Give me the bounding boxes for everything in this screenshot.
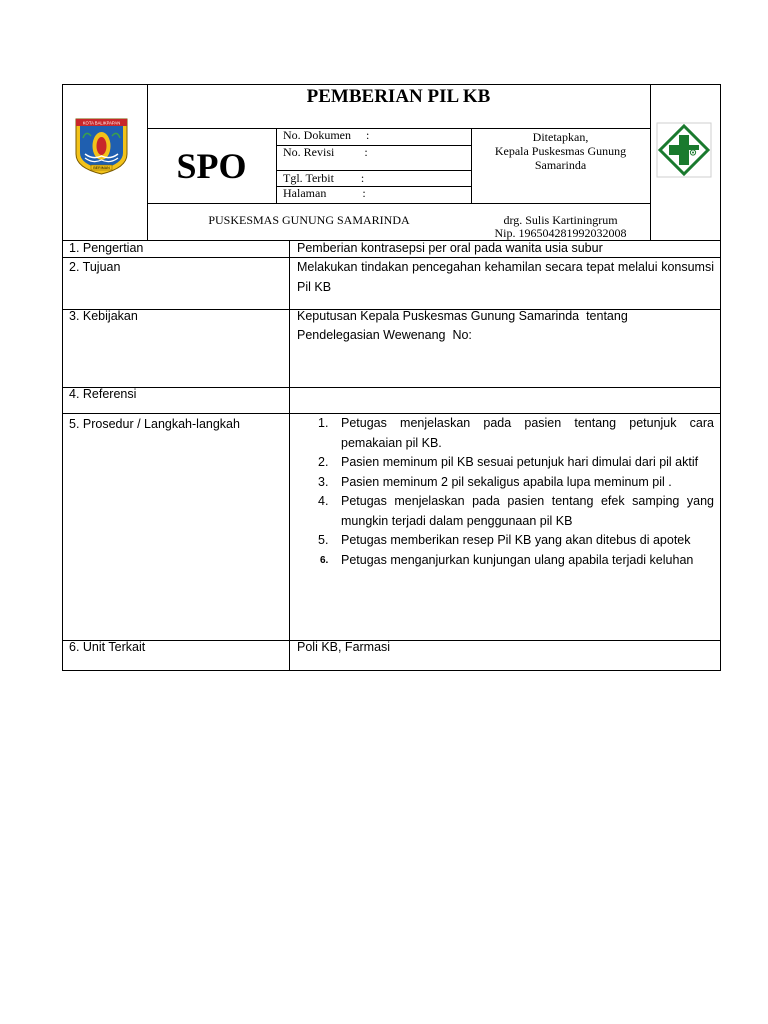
step-number: 5. — [318, 533, 329, 547]
samarinda-line: Samarinda — [534, 158, 587, 172]
kebijakan-content-line-1: Keputusan Kepala Puskesmas Gunung Samarinda tentang — [297, 309, 628, 323]
puskesmas-cross-logo-icon — [656, 122, 712, 178]
step-number: 4. — [318, 494, 329, 508]
tujuan-label: 2. Tujuan — [69, 260, 121, 274]
step-text: Pasien meminum pil KB sesuai petunjuk hari dimulai dari pil aktif — [341, 455, 699, 469]
prosedur-label: 5. Prosedur / Langkah-langkah — [69, 417, 240, 431]
step-text: Petugas memberikan resep Pil KB yang akan ditebus di apotek — [341, 533, 691, 547]
unit-terkait-content: Poli KB, Farmasi — [297, 640, 391, 654]
list-item — [290, 414, 714, 453]
list-item — [290, 492, 714, 531]
step-text: Petugas menganjurkan kunjungan ulang apabila terjadi keluhan — [341, 552, 694, 567]
spo-label: SPO — [176, 146, 247, 186]
halaman-label: Halaman : — [283, 186, 366, 200]
list-item — [290, 531, 714, 551]
no-dokumen-label: No. Dokumen : — [283, 128, 370, 142]
pengertian-label: 1. Pengertian — [69, 241, 144, 255]
step-number: 3. — [318, 474, 329, 489]
unit-terkait-label: 6. Unit Terkait — [69, 640, 146, 654]
step-number: 1. — [318, 416, 329, 430]
referensi-label: 4. Referensi — [69, 387, 137, 401]
document-title: PEMBERIAN PIL KB — [306, 86, 491, 107]
emblem-top-text: KOTA BALIKPAPAN — [82, 120, 121, 126]
list-item — [290, 473, 714, 493]
puskesmas-name: PUSKESMAS GUNUNG SAMARINDA — [208, 213, 410, 227]
no-revisi-label: No. Revisi : — [283, 145, 368, 159]
ditetapkan-line: Ditetapkan, — [532, 130, 589, 144]
prosedur-steps — [290, 414, 714, 570]
tgl-terbit-label: Tgl. Terbit : — [283, 171, 365, 185]
step-text: Petugas menjelaskan pada pasien tentang petunjuk cara pemakaian pil KB. — [341, 416, 714, 450]
kepala-nip: Nip. 196504281992032008 — [494, 226, 627, 240]
tujuan-content: Melakukan tindakan pencegahan kehamilan secara tepat melalui konsumsi Pil KB — [297, 260, 714, 294]
step-text: Petugas menjelaskan pada pasien tentang efek samping yang mungkin terjadi dalam penggunaan pil KB — [341, 494, 714, 528]
kebijakan-label: 3. Kebijakan — [69, 309, 138, 323]
step-number: 6. — [320, 554, 329, 566]
list-item — [290, 551, 714, 571]
kebijakan-content-line-2: Pendelegasian Wewenang No: — [297, 328, 472, 342]
kota-balikpapan-emblem-icon — [73, 116, 130, 176]
step-text: Pasien meminum 2 pil sekaligus apabila lupa meminum pil . — [341, 474, 672, 489]
list-item — [290, 453, 714, 473]
step-number: 2. — [318, 455, 329, 469]
kepala-nama: drg. Sulis Kartiningrum — [503, 213, 618, 227]
emblem-motto-text: BERIMAN — [93, 166, 110, 170]
kepala-puskesmas-line: Kepala Puskesmas Gunung — [494, 144, 627, 158]
pengertian-content: Pemberian kontrasepsi per oral pada wanita usia subur — [297, 241, 603, 255]
